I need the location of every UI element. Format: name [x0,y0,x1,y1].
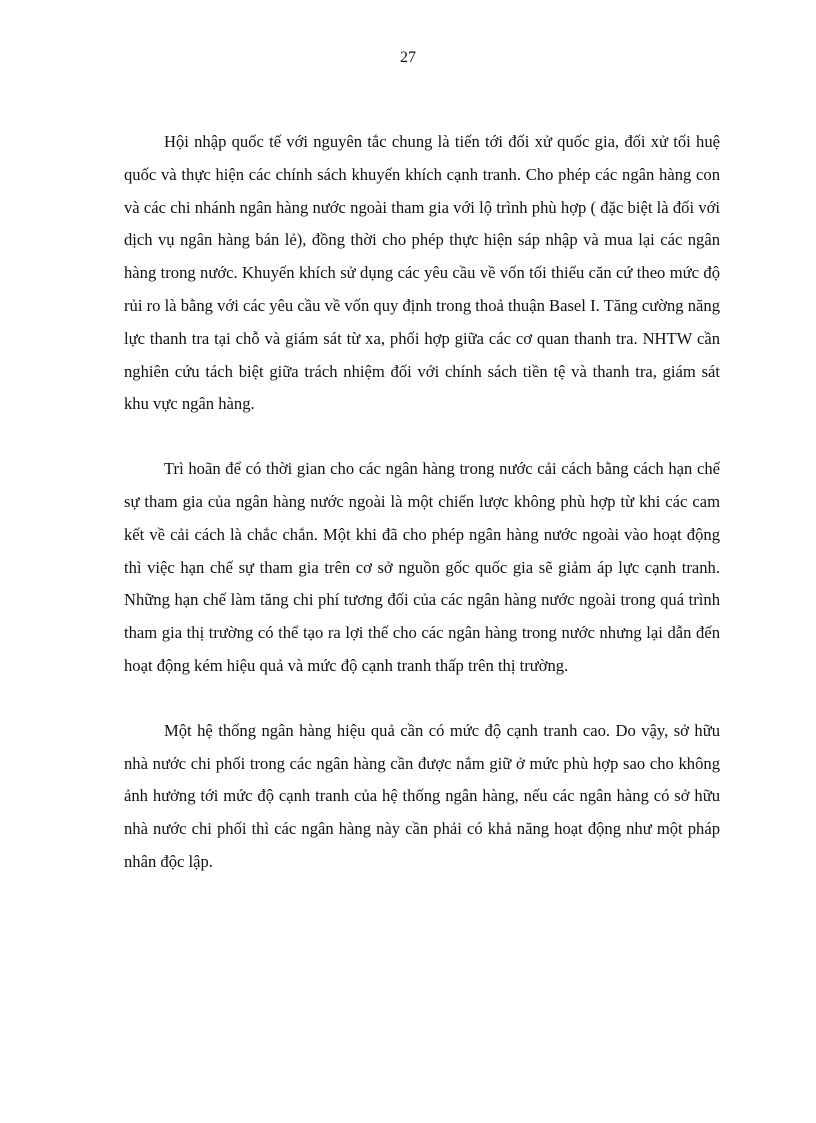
body-text [124,126,720,879]
paragraph-competition: Một hệ thống ngân hàng hiệu quả cần có mức độ cạnh tranh cao. Do vậy, sở hữu nhà nước chi phối trong các ngân hàng cần được nắm giữ ở mức phù hợp sao cho không ảnh hưởng tới mức độ cạnh tranh của hệ thống ngân hàng, nếu các ngân hàng có sở hữu nhà nước chi phối thì các ngân hàng này cần phải có khả năng hoạt động như một pháp nhân độc lập. [124,720,720,871]
paragraph-delay-reform: Trì hoãn để có thời gian cho các ngân hàng trong nước cải cách bằng cách hạn chế sự tham gia của ngân hàng nước ngoài là một chiến lược không phù hợp từ khi các cam kết về cải cách là chắc chắn. Một khi đã cho phép ngân hàng nước ngoài vào hoạt động thì việc hạn chế sự tham gia trên cơ sở nguồn gốc quốc gia sẽ giảm áp lực cạnh tranh. Những hạn chế làm tăng chi phí tương đối của các ngân hàng nước ngoài trong quá trình tham gia thị trường có thể tạo ra lợi thế cho các ngân hàng trong nước nhưng lại dẫn đến hoạt động kém hiệu quả và mức độ cạnh tranh thấp trên thị trường. [124,459,720,675]
page-number: 27 [400,49,416,66]
paragraph-international-integration: Hội nhập quốc tế với nguyên tắc chung là tiến tới đối xử quốc gia, đối xử tối huệ quốc và thực hiện các chính sách khuyến khích cạnh tranh. Cho phép các ngân hàng con và các chi nhánh ngân hàng nước ngoài tham gia với lộ trình phù hợp ( đặc biệt là đối với dịch vụ ngân hàng bán lẻ), đồng thời cho phép thực hiện sáp nhập và mua lại các ngân hàng trong nước. Khuyến khích sử dụng các yêu cầu về vốn tối thiểu căn cứ theo mức độ rủi ro là bằng với các yêu cầu về vốn quy định trong thoả thuận Basel I. Tăng cường năng lực thanh tra tại chỗ và giám sát từ xa, phối hợp giữa các cơ quan thanh tra. NHTW cần nghiên cứu tách biệt giữa trách nhiệm đối với chính sách tiền tệ và thanh tra, giám sát khu vực ngân hàng. [124,132,720,414]
